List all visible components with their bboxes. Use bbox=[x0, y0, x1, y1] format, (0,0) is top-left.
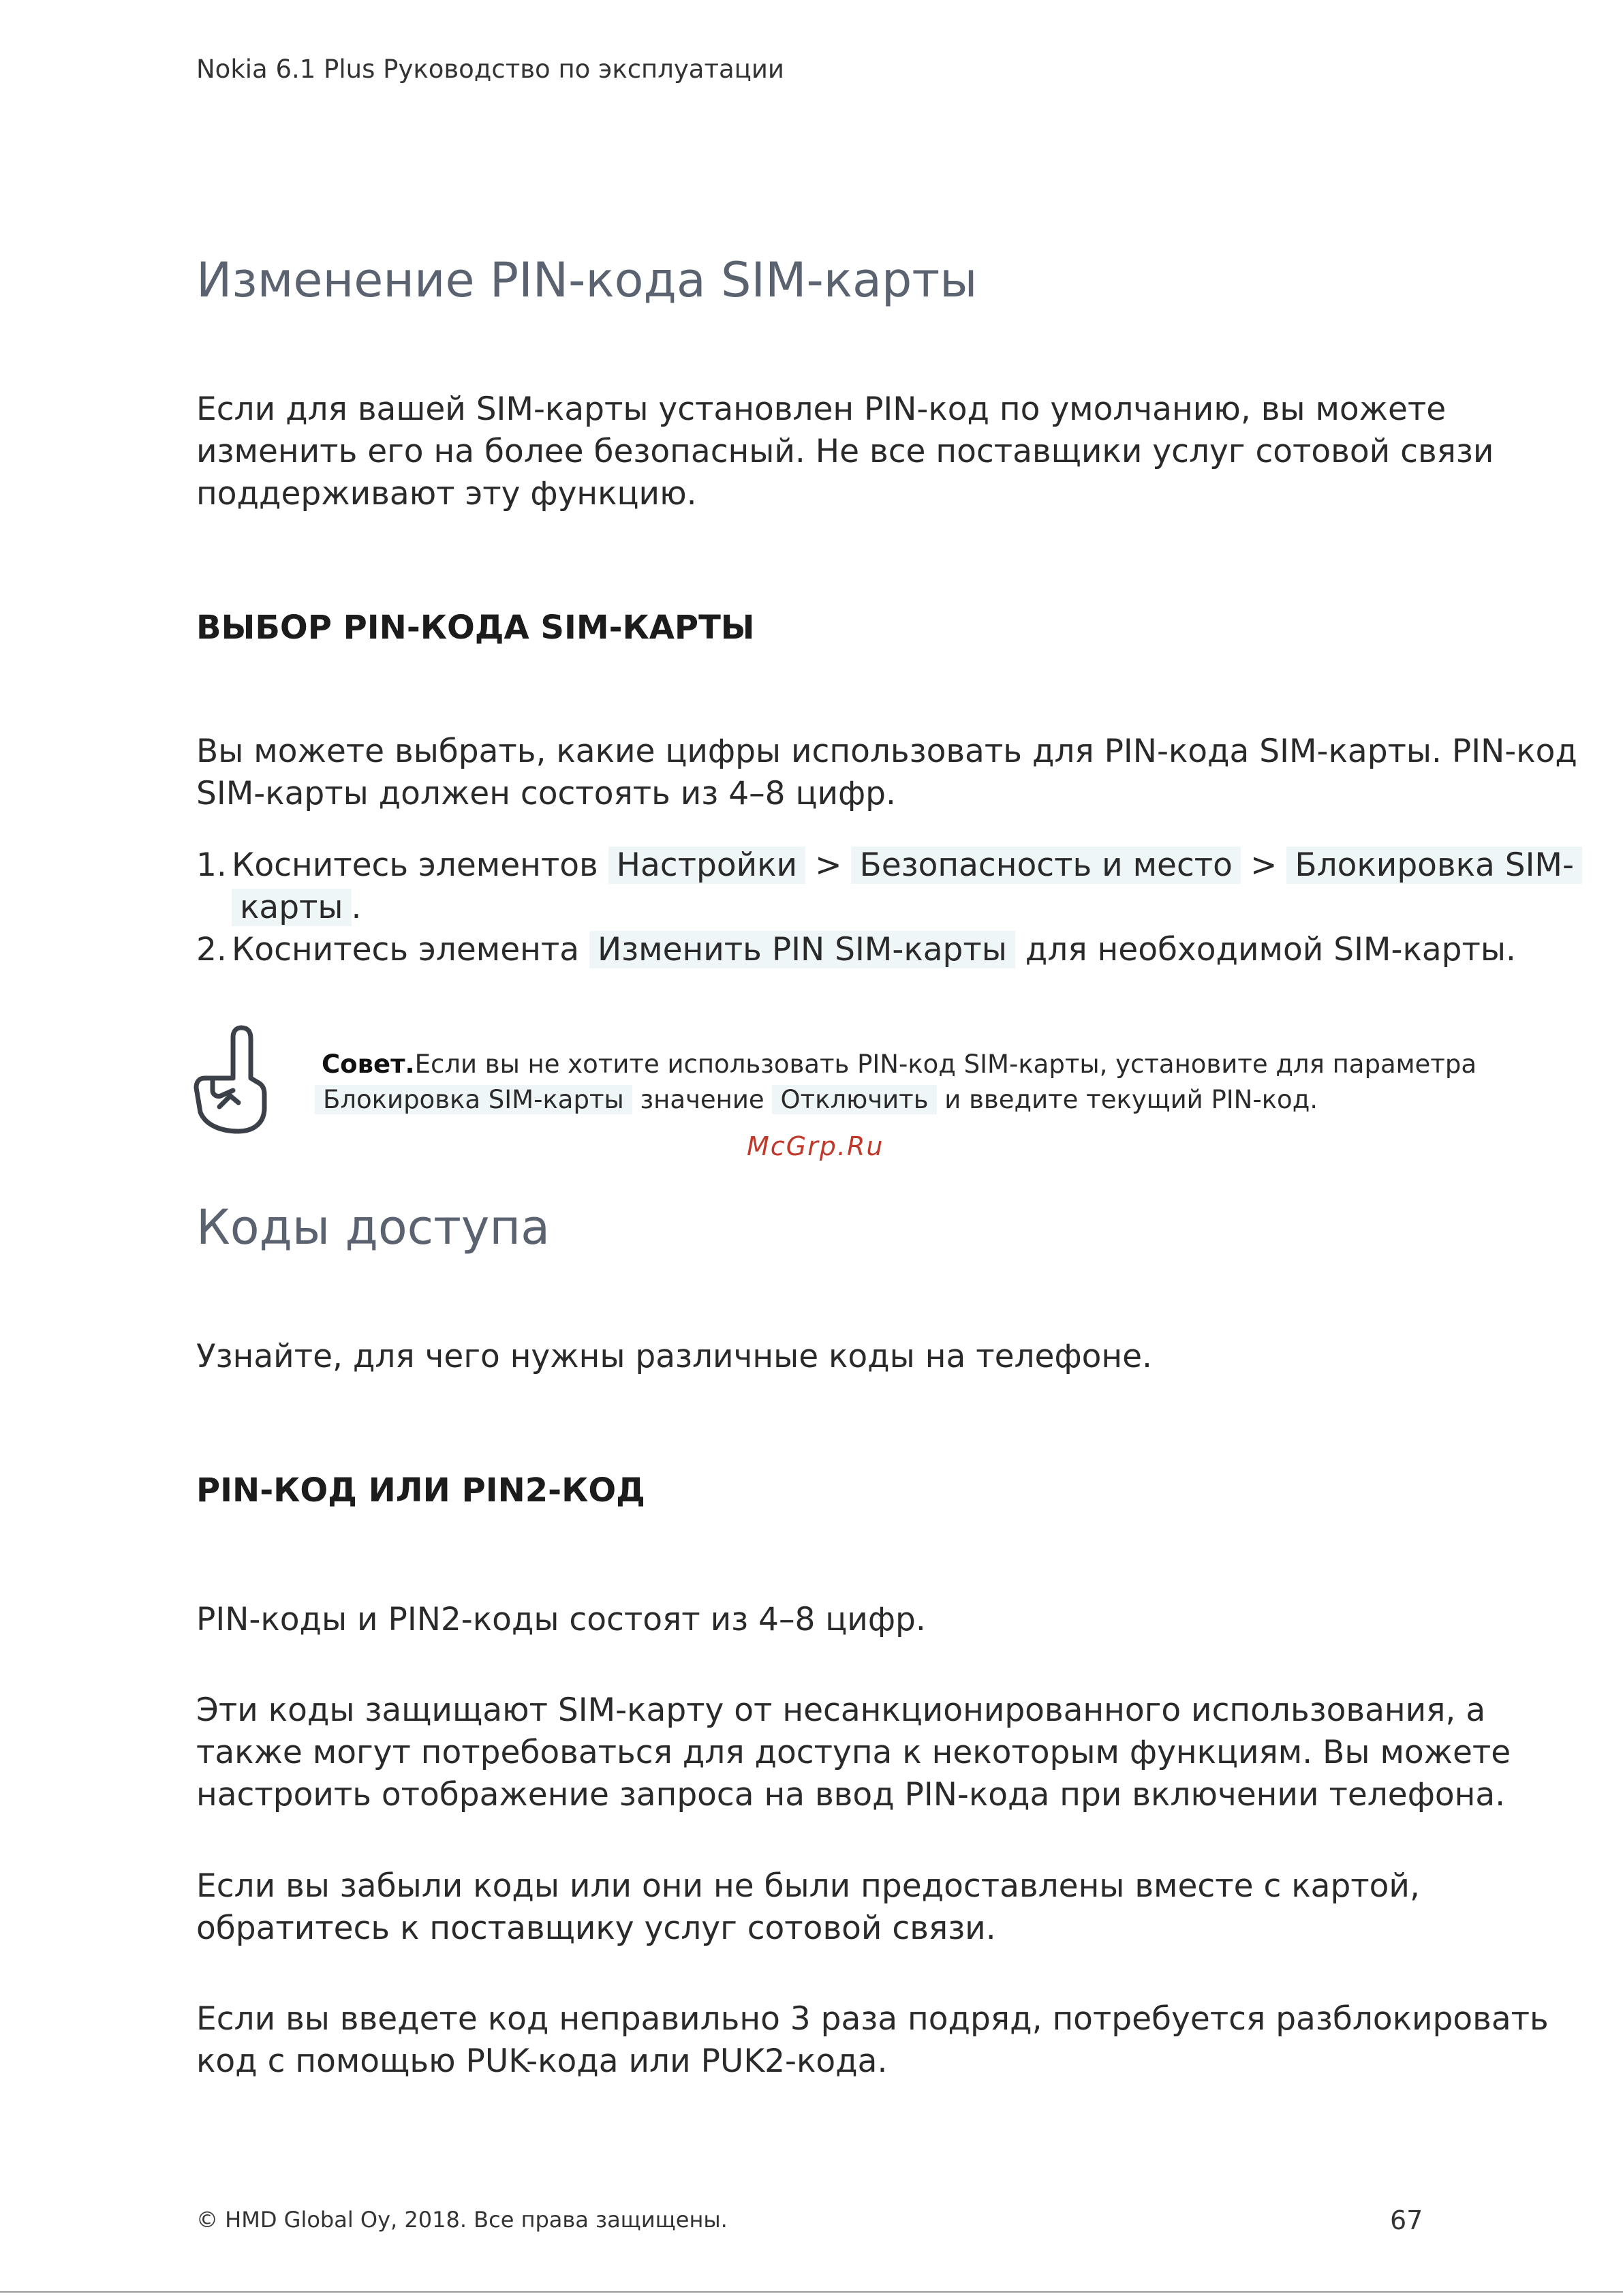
text-line: Эти коды защищают SIM-карту от несанкционированного использования, а bbox=[196, 1692, 1486, 1729]
ui-change-pin-item: Изменить PIN SIM-карты bbox=[589, 931, 1015, 968]
section2-para1 bbox=[196, 1599, 1477, 1641]
document-header: Nokia 6.1 Plus Руководство по эксплуатации bbox=[196, 55, 784, 84]
text-line: обратитесь к поставщику услуг сотовой связи. bbox=[196, 1910, 996, 1947]
tip-text: Если вы не хотите использовать PIN-код SIM-карты, установите для параметра bbox=[414, 1050, 1477, 1079]
text-line: код с помощью PUK-кода или PUK2-кода. bbox=[196, 2042, 888, 2080]
ui-sim-lock-path-item-cont: карты bbox=[232, 889, 352, 926]
tip-text: значение bbox=[640, 1085, 764, 1114]
step-2 bbox=[196, 929, 1516, 971]
ui-settings-path-item: Настройки bbox=[608, 846, 805, 884]
step-continuation bbox=[196, 887, 1491, 929]
step-1 bbox=[196, 844, 1574, 929]
section2-intro bbox=[196, 1336, 1477, 1378]
section-title-change-pin: Изменение PIN-кода SIM-карты bbox=[196, 252, 978, 308]
step-end: . bbox=[351, 889, 362, 926]
section-title-access-codes: Коды доступа bbox=[196, 1199, 551, 1255]
path-separator: > bbox=[1250, 846, 1278, 884]
step-end: для необходимой SIM-карты. bbox=[1025, 931, 1516, 968]
text-line: Если вы забыли коды или они не были предоставлены вместе с картой, bbox=[196, 1867, 1420, 1905]
section2-para3 bbox=[196, 1865, 1477, 1950]
steps-list bbox=[196, 844, 1574, 971]
text-line: Узнайте, для чего нужны различные коды на телефоне. bbox=[196, 1338, 1152, 1375]
step-number: 2. bbox=[196, 931, 227, 968]
text-line: Если вы введете код неправильно 3 раза подряд, потребуется разблокировать bbox=[196, 2000, 1549, 2038]
section2-para4 bbox=[196, 1998, 1549, 2083]
text-line: изменить его на более безопасный. Не все поставщики услуг сотовой связи bbox=[196, 433, 1494, 470]
ui-security-path-item: Безопасность и место bbox=[851, 846, 1240, 884]
step-number: 1. bbox=[196, 846, 227, 884]
step-text: Коснитесь элементов bbox=[232, 846, 598, 884]
ui-disable-option: Отключить bbox=[772, 1085, 936, 1114]
page-number: 67 bbox=[1390, 2205, 1423, 2235]
path-separator: > bbox=[815, 846, 842, 884]
text-line: настроить отображение запроса на ввод PIN-кода при включении телефона. bbox=[196, 1776, 1506, 1813]
footer-copyright: © HMD Global Oy, 2018. Все права защищены. bbox=[196, 2207, 728, 2233]
text-line: Если для вашей SIM-карты установлен PIN-код по умолчанию, вы можете bbox=[196, 391, 1447, 428]
section1-description bbox=[196, 731, 1577, 815]
section2-para2 bbox=[196, 1689, 1511, 1816]
tip-text: и введите текущий PIN-код. bbox=[944, 1085, 1318, 1114]
text-line: также могут потребоваться для доступа к некоторым функциям. Вы можете bbox=[196, 1734, 1511, 1771]
text-line: SIM-карты должен состоять из 4–8 цифр. bbox=[196, 775, 896, 812]
text-line: Вы можете выбрать, какие цифры использовать для PIN-кода SIM-карты. PIN-код bbox=[196, 733, 1577, 770]
tip-box bbox=[322, 1047, 1494, 1118]
bottom-divider bbox=[0, 2291, 1623, 2293]
section1-intro bbox=[196, 388, 1494, 515]
subheading-pin-pin2: PIN-КОД ИЛИ PIN2-КОД bbox=[196, 1471, 645, 1510]
text-line: поддерживают эту функцию. bbox=[196, 475, 697, 512]
subheading-choose-pin: ВЫБОР PIN-КОДА SIM-КАРТЫ bbox=[196, 609, 755, 647]
ui-sim-lock-path-item: Блокировка SIM- bbox=[1286, 846, 1582, 884]
step-text: Коснитесь элемента bbox=[232, 931, 580, 968]
ui-sim-lock-setting: Блокировка SIM-карты bbox=[315, 1085, 632, 1114]
tip-label: Совет. bbox=[322, 1050, 415, 1079]
text-line: PIN-коды и PIN2-коды состоят из 4–8 цифр. bbox=[196, 1601, 926, 1638]
hand-pointing-icon bbox=[192, 1022, 271, 1135]
watermark: McGrp.Ru bbox=[747, 1131, 884, 1161]
